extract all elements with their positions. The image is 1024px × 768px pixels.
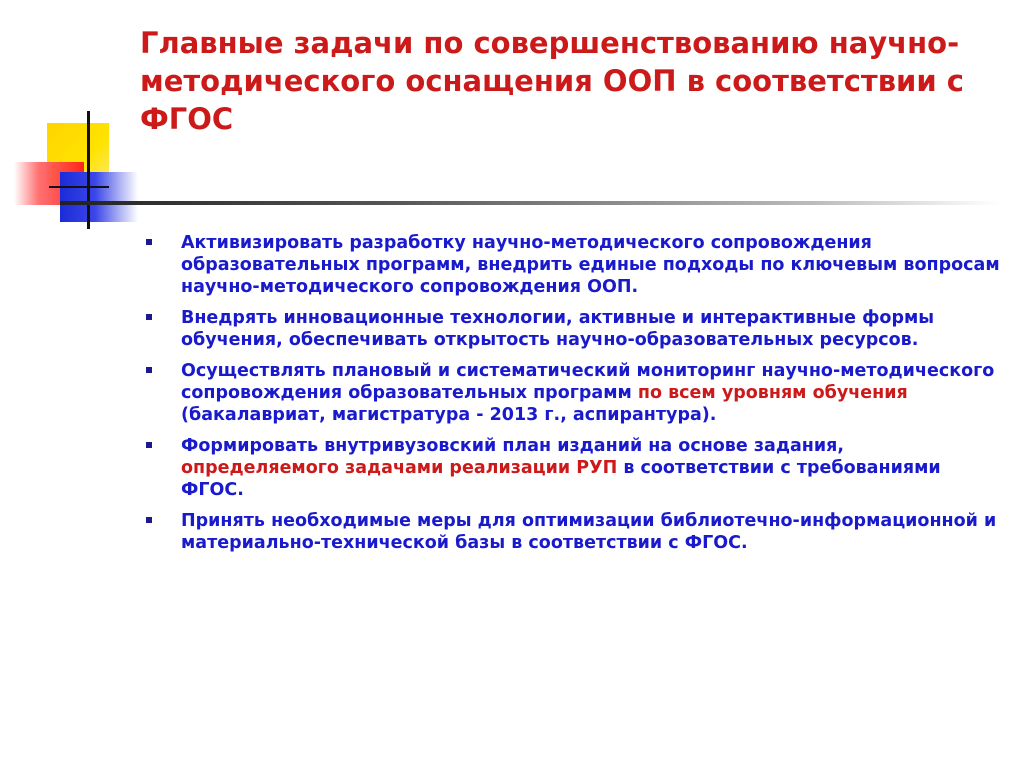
square-bullet-icon [146,517,152,523]
bullet-text: Активизировать разработку научно-методического сопровождения образовательных программ, внедрить единые подходы по ключевым вопросам научно-методического сопровождения ООП. [181,233,1000,297]
bullet-highlight-text: по всем уровням обучения [637,383,908,403]
short-horizontal-line-decoration [49,186,109,188]
bullet-text-start: Формировать внутривузовский план изданий на основе задания, [181,436,845,456]
blue-square-decoration [60,172,138,222]
square-bullet-icon [146,239,152,245]
bullet-item-4 [143,435,1003,501]
title-divider-line [60,201,1000,205]
bullet-text-start: Осуществлять плановый и систематический мониторинг научно-методического сопровождения образовательных программ [181,361,995,403]
bullet-item-5 [143,510,1003,554]
bullet-list [143,232,1003,563]
bullet-item-2 [143,307,1003,351]
bullet-item-1 [143,232,1003,298]
bullet-text: Внедрять инновационные технологии, активные и интерактивные формы обучения, обеспечивать открытость научно-образовательных ресурсов. [181,308,935,350]
bullet-highlight-text: определяемого задачами реализации РУП [181,458,618,478]
bullet-text: Принять необходимые меры для оптимизации библиотечно-информационной и материально-технической базы в соответствии с ФГОС. [181,511,997,553]
square-bullet-icon [146,442,152,448]
vertical-line-decoration [87,111,90,229]
square-bullet-icon [146,367,152,373]
square-bullet-icon [146,314,152,320]
bullet-text-end: (бакалавриат, магистратура - 2013 г., аспирантура). [181,405,717,425]
slide-title: Главные задачи по совершенствованию научно-методического оснащения ООП в соответствии с ФГОС [140,26,964,136]
bullet-item-3 [143,360,1003,426]
bullet-text-end: в соответствии с требованиями ФГОС. [181,458,941,500]
